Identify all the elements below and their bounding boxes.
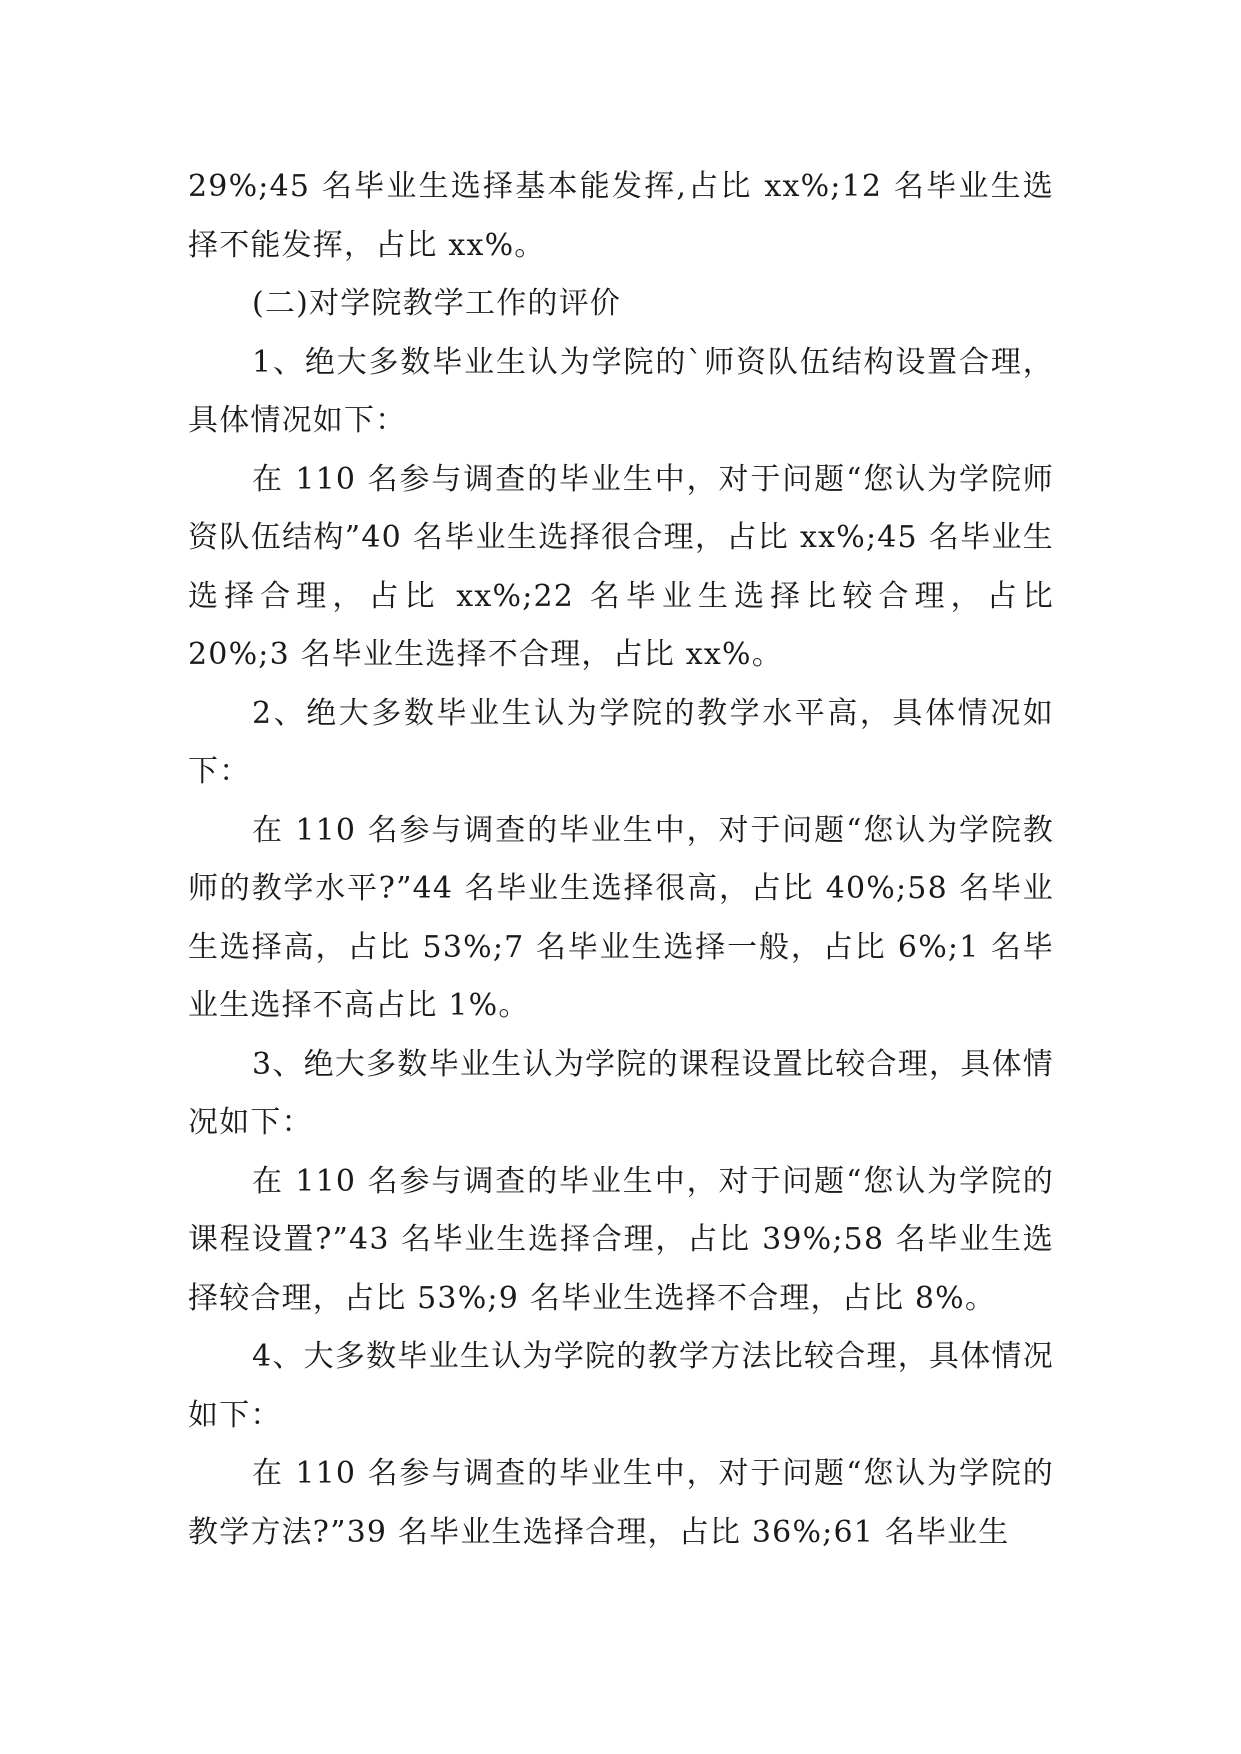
paragraph: 在 110 名参与调查的毕业生中，对于问题“您认为学院教师的教学水平?”44 名毕业生选择很高，占比 40%;58 名毕业生选择高，占比 53%;7 名毕业生选择一般，占比 6%;1 名毕业生选择不高占比 1%。	[188, 812, 1054, 1023]
paragraph: 1、绝大多数毕业生认为学院的`师资队伍结构设置合理，具体情况如下：	[188, 344, 1054, 438]
paragraph: 在 110 名参与调查的毕业生中，对于问题“您认为学院师资队伍结构”40 名毕业生选择很合理，占比 xx%;45 名毕业生选择合理，占比 xx%;22 名毕业生选择比较合理，占比 20%;3 名毕业生选择不合理，占比 xx%。	[188, 461, 1054, 672]
section-heading: (二)对学院教学工作的评价	[252, 286, 622, 321]
paragraph: 2、绝大多数毕业生认为学院的教学水平高，具体情况如下：	[188, 695, 1054, 789]
paragraph: 在 110 名参与调查的毕业生中，对于问题“您认为学院的教学方法?”39 名毕业生选择合理，占比 36%;61 名毕业生	[188, 1456, 1054, 1550]
paragraph-continuation: 29%;45 名毕业生选择基本能发挥,占比 xx%;12 名毕业生选择不能发挥，占比 xx%。	[188, 169, 1054, 263]
paragraph: 4、大多数毕业生认为学院的教学方法比较合理，具体情况如下：	[188, 1339, 1054, 1433]
paragraph: 3、绝大多数毕业生认为学院的课程设置比较合理，具体情况如下：	[188, 1046, 1054, 1140]
document-body	[188, 158, 1054, 1562]
paragraph: 在 110 名参与调查的毕业生中，对于问题“您认为学院的课程设置?”43 名毕业生选择合理，占比 39%;58 名毕业生选择较合理，占比 53%;9 名毕业生选择不合理，占比 8%。	[188, 1163, 1054, 1316]
